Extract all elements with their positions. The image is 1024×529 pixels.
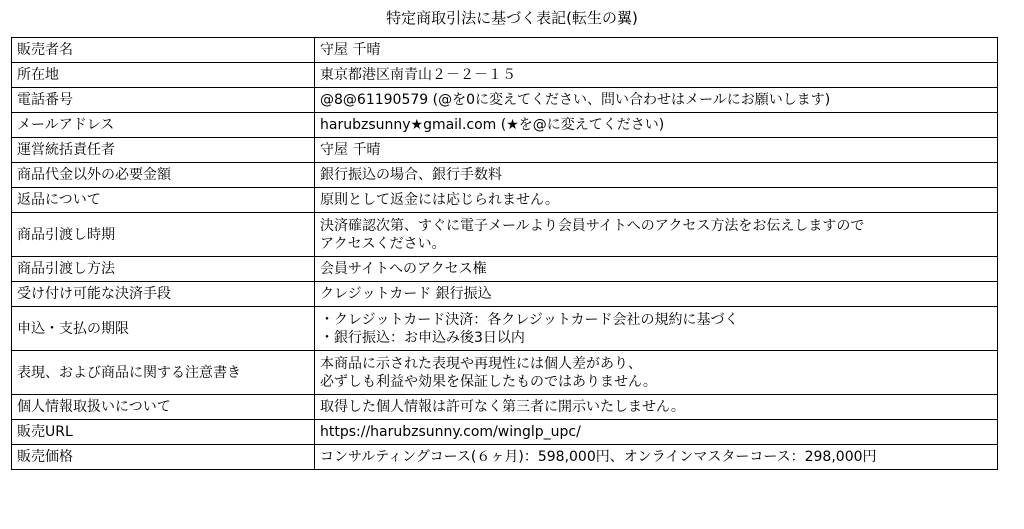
row-label: 商品引渡し時期 [12,213,315,257]
row-value-line: 守屋 千晴 [320,142,381,158]
row-value [315,113,998,138]
row-value [315,282,998,307]
row-label: 商品代金以外の必要金額 [12,163,315,188]
row-label: 商品引渡し方法 [12,257,315,282]
row-label: 表現、および商品に関する注意書き [12,351,315,395]
row-label: 所在地 [12,63,315,88]
table-row [12,351,998,395]
row-value [315,257,998,282]
row-value-line: クレジットカード 銀行振込 [320,286,492,302]
row-value [315,188,998,213]
row-value [315,38,998,63]
row-value-line: アクセスください。 [320,235,446,252]
table-row [12,163,998,188]
row-label: 受け付け可能な決済手段 [12,282,315,307]
row-value-line: コンサルティングコース(６ヶ月)：598,000円、オンラインマスターコース：298,000円 [320,449,877,465]
row-label: メールアドレス [12,113,315,138]
table-row [12,445,998,470]
table-row [12,138,998,163]
table-body [12,38,998,470]
row-value [315,88,998,113]
row-value [315,138,998,163]
row-value-line: harubzsunny★gmail.com (★を@に変えてください) [320,117,665,133]
row-value [315,445,998,470]
table-row [12,395,998,420]
table-row [12,282,998,307]
row-value [315,351,998,395]
commerce-law-table [11,37,998,470]
document-title: 特定商取引法に基づく表記(転生の翼) [386,9,638,27]
row-label: 運営統括責任者 [12,138,315,163]
row-value-line: 守屋 千晴 [320,42,381,58]
table-row [12,88,998,113]
row-value-line: 本商品に示された表現や再現性には個人差があり、 [320,355,642,372]
row-label: 電話番号 [12,88,315,113]
row-label: 申込・支払の期限 [12,307,315,351]
table-row [12,113,998,138]
row-value [315,163,998,188]
row-value-line: 銀行振込の場合、銀行手数料 [320,167,502,183]
row-value [315,420,998,445]
table-row [12,420,998,445]
row-value-line: 会員サイトへのアクセス権 [320,261,487,277]
row-value-line: @8@61190579 (@を0に変えてください、問い合わせはメールにお願いします) [320,92,831,108]
table-row [12,213,998,257]
row-label: 販売価格 [12,445,315,470]
row-label: 返品について [12,188,315,213]
row-value-line: 取得した個人情報は許可なく第三者に開示いたしません。 [320,399,685,415]
row-value [315,63,998,88]
table-row [12,63,998,88]
row-value-line: 東京都港区南青山２－２－１５ [320,67,516,83]
table-row [12,257,998,282]
row-value [315,395,998,420]
row-value-line: ・クレジットカード決済：各クレジットカード会社の規約に基づく [320,311,739,328]
row-label: 個人情報取扱いについて [12,395,315,420]
table-row [12,307,998,351]
row-value-line: https://harubzsunny.com/winglp_upc/ [320,424,581,440]
table-row [12,188,998,213]
row-label: 販売者名 [12,38,315,63]
row-value-line: ・銀行振込：お申込み後3日以内 [320,329,525,346]
row-value [315,213,998,257]
row-value [315,307,998,351]
row-value-line: 原則として返金には応じられません。 [320,192,559,208]
row-value-line: 必ずしも利益や効果を保証したものではありません。 [320,373,657,390]
row-value-line: 決済確認次第、すぐに電子メールより会員サイトへのアクセス方法をお伝えしますので [320,217,865,234]
row-label: 販売URL [12,420,315,445]
table-row [12,38,998,63]
